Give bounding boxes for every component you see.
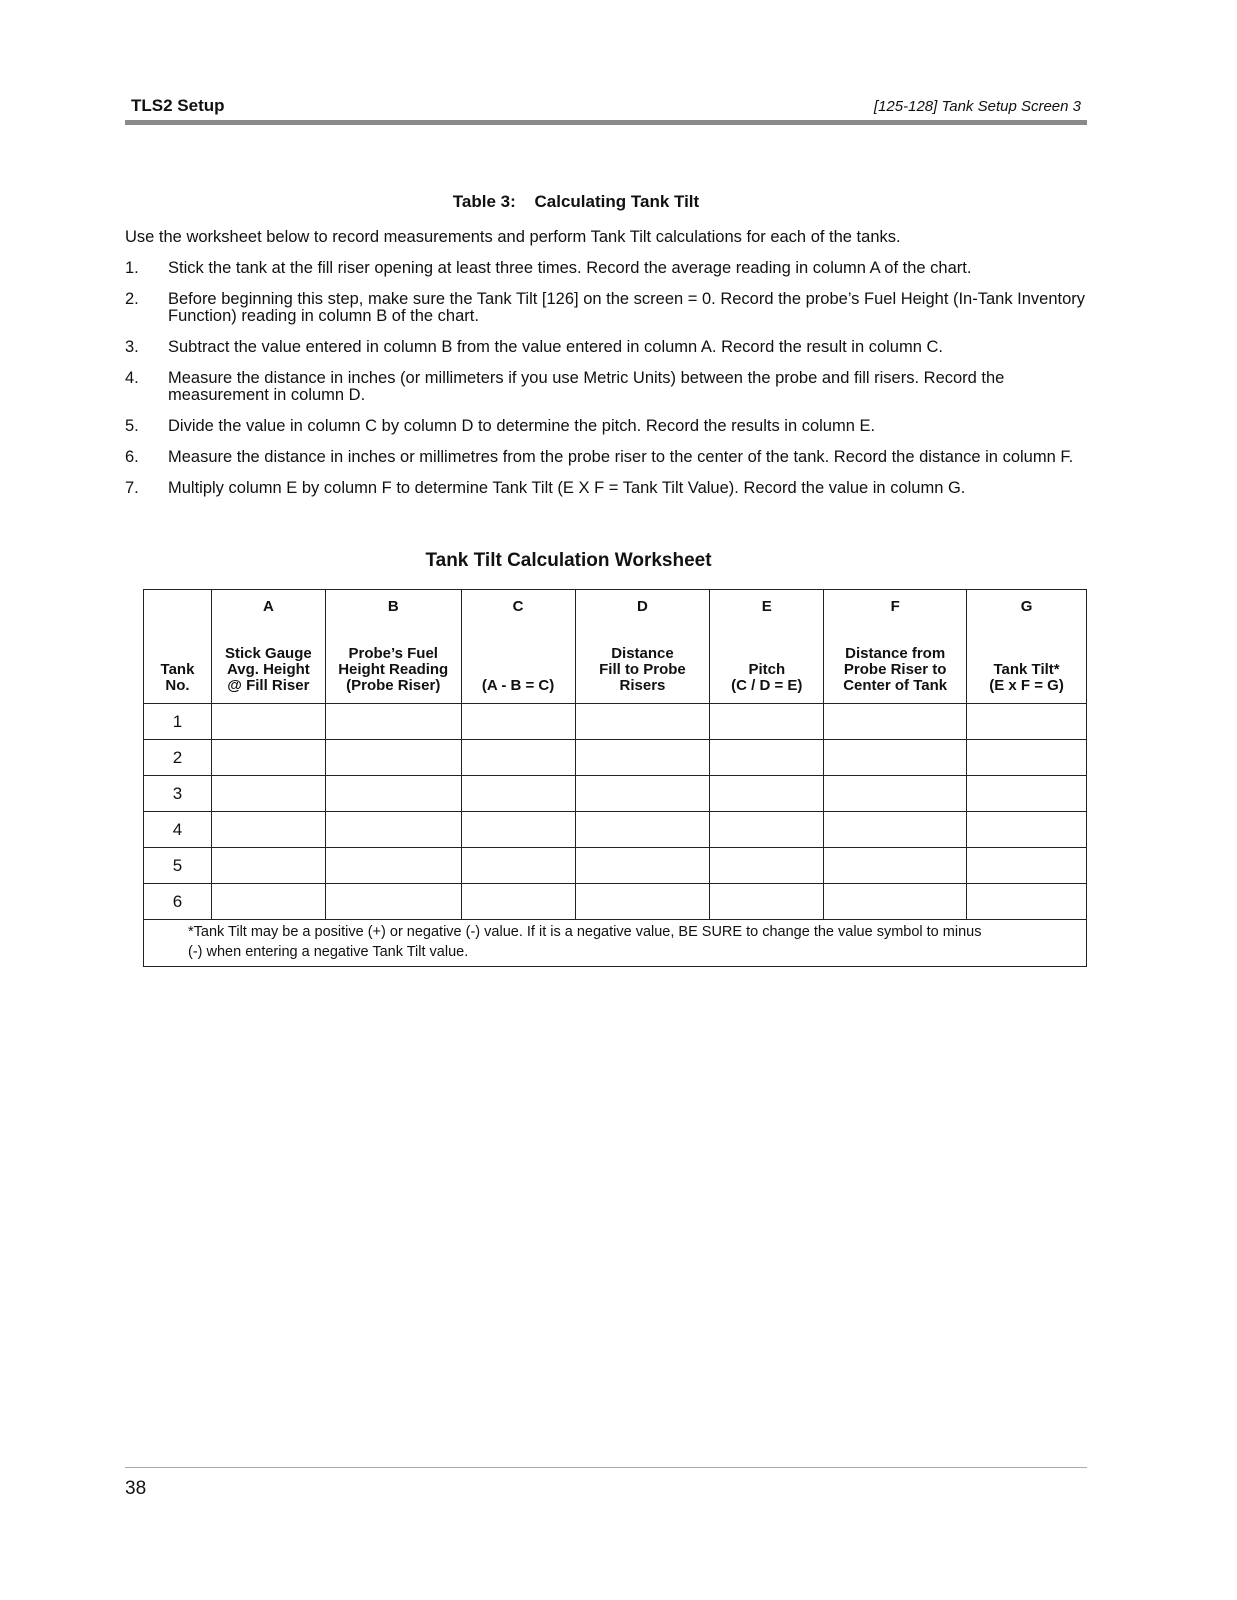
column-header-line: Probe Riser to: [843, 661, 947, 678]
step-number: 2.: [125, 290, 139, 308]
column-header-line: Risers: [619, 677, 666, 694]
column-header-line: Stick Gauge: [225, 645, 312, 662]
table-row: [144, 740, 1087, 776]
step-number: 3.: [125, 338, 139, 356]
step-item: [125, 418, 1087, 435]
column-header-line: Pitch: [748, 661, 786, 678]
footnote-line: (-) when entering a negative Tank Tilt value.: [188, 944, 469, 960]
entry-cell[interactable]: [575, 776, 710, 812]
table-row: [144, 848, 1087, 884]
header-rule: [125, 120, 1087, 125]
column-letter: F: [890, 598, 900, 615]
column-header-f: [824, 590, 967, 704]
step-text: Measure the distance in inches or millimetres from the probe riser to the center of the tank. Record the distance in column F.: [168, 448, 1074, 466]
step-number: 4.: [125, 369, 139, 387]
table-row: [144, 812, 1087, 848]
step-item: [125, 370, 1087, 404]
step-text: Multiply column E by column F to determine Tank Tilt (E X F = Tank Tilt Value). Record the value in column G.: [168, 479, 966, 497]
entry-cell[interactable]: [461, 740, 575, 776]
column-header-c: [461, 590, 575, 704]
footer-rule: [125, 1467, 1087, 1468]
column-header-line: (C / D = E): [731, 677, 803, 694]
column-header-a: [211, 590, 325, 704]
entry-cell[interactable]: [461, 848, 575, 884]
step-number: 1.: [125, 259, 139, 277]
entry-cell[interactable]: [710, 704, 824, 740]
table-row: [144, 884, 1087, 920]
page-number: 38: [125, 1478, 147, 1499]
entry-cell[interactable]: [325, 704, 461, 740]
step-text: Subtract the value entered in column B from the value entered in column A. Record the result in column C.: [168, 338, 943, 356]
column-header-e: [710, 590, 824, 704]
column-header-line: (A - B = C): [481, 677, 555, 694]
column-letter: G: [1020, 598, 1033, 615]
table-caption-title: Calculating Tank Tilt: [534, 192, 700, 211]
entry-cell[interactable]: [325, 884, 461, 920]
tank-number-cell: 6: [144, 884, 212, 920]
entry-cell[interactable]: [211, 704, 325, 740]
header-screen-ref: [125-128] Tank Setup Screen 3: [873, 98, 1081, 115]
entry-cell[interactable]: [575, 740, 710, 776]
entry-cell[interactable]: [325, 812, 461, 848]
entry-cell[interactable]: [575, 704, 710, 740]
column-header-line: Avg. Height: [226, 661, 310, 678]
entry-cell[interactable]: [710, 884, 824, 920]
entry-cell[interactable]: [325, 848, 461, 884]
column-header-g: [967, 590, 1087, 704]
footnote-line: *Tank Tilt may be a positive (+) or negative (-) value. If it is a negative value, BE SURE to change the value symbol to minus: [188, 924, 982, 940]
entry-cell[interactable]: [824, 704, 967, 740]
step-item: [125, 449, 1087, 466]
entry-cell[interactable]: [967, 812, 1087, 848]
entry-cell[interactable]: [967, 704, 1087, 740]
table-row: [144, 776, 1087, 812]
entry-cell[interactable]: [211, 848, 325, 884]
entry-cell[interactable]: [824, 812, 967, 848]
tank-number-cell: 5: [144, 848, 212, 884]
entry-cell[interactable]: [211, 884, 325, 920]
footnote-cell: [144, 920, 1087, 967]
entry-cell[interactable]: [461, 884, 575, 920]
column-header-line: (Probe Riser): [346, 677, 441, 694]
column-header-line: @ Fill Riser: [227, 677, 310, 694]
worksheet-header-row: [144, 590, 1087, 704]
entry-cell[interactable]: [710, 848, 824, 884]
column-header-line: Distance from: [845, 645, 946, 662]
entry-cell[interactable]: [211, 812, 325, 848]
tank-number-cell: 4: [144, 812, 212, 848]
step-number: 7.: [125, 479, 139, 497]
column-letter: C: [512, 598, 524, 615]
entry-cell[interactable]: [824, 884, 967, 920]
entry-cell[interactable]: [710, 776, 824, 812]
entry-cell[interactable]: [967, 740, 1087, 776]
step-text: Stick the tank at the fill riser opening at least three times. Record the average reading in column A of the chart.: [168, 259, 972, 277]
step-text: Measure the distance in inches (or millimeters if you use Metric Units) between the probe and fill risers. Record the measurement in column D.: [168, 369, 1005, 404]
step-item: [125, 480, 1087, 497]
entry-cell[interactable]: [967, 848, 1087, 884]
entry-cell[interactable]: [824, 848, 967, 884]
column-header-b: [325, 590, 461, 704]
table-caption-number: Table 3:: [452, 192, 516, 211]
step-item: [125, 291, 1087, 325]
step-text: Divide the value in column C by column D to determine the pitch. Record the results in column E.: [168, 417, 876, 435]
column-header-line: Tank Tilt*: [993, 661, 1060, 678]
entry-cell[interactable]: [967, 776, 1087, 812]
table-row: [144, 704, 1087, 740]
tank-number-cell: 2: [144, 740, 212, 776]
column-letter: A: [262, 598, 274, 615]
intro-paragraph: Use the worksheet below to record measurements and perform Tank Tilt calculations for each of the tanks.: [125, 228, 901, 246]
step-item: [125, 260, 1087, 277]
entry-cell[interactable]: [211, 776, 325, 812]
step-text: Before beginning this step, make sure the Tank Tilt [126] on the screen = 0. Record the probe’s Fuel Height (In-Tank Inventory Function) reading in column B of the chart.: [168, 290, 1086, 325]
step-number: 6.: [125, 448, 139, 466]
table-caption: [0, 192, 1152, 212]
tank-number-cell: 3: [144, 776, 212, 812]
column-header-d: [575, 590, 710, 704]
entry-cell[interactable]: [710, 740, 824, 776]
step-number: 5.: [125, 417, 139, 435]
entry-cell[interactable]: [211, 740, 325, 776]
entry-cell[interactable]: [824, 740, 967, 776]
worksheet-title: Tank Tilt Calculation Worksheet: [425, 550, 712, 571]
column-header-line: Fill to Probe: [599, 661, 686, 678]
entry-cell[interactable]: [824, 776, 967, 812]
column-letter: E: [761, 598, 772, 615]
entry-cell[interactable]: [325, 740, 461, 776]
header-section-title: TLS2 Setup: [131, 96, 225, 115]
entry-cell[interactable]: [461, 776, 575, 812]
page-header: [125, 96, 1087, 120]
worksheet-table: [143, 589, 1087, 967]
step-item: [125, 339, 1087, 356]
column-header-line: No.: [165, 677, 190, 694]
entry-cell[interactable]: [967, 884, 1087, 920]
tank-number-cell: 1: [144, 704, 212, 740]
entry-cell[interactable]: [325, 776, 461, 812]
entry-cell[interactable]: [461, 812, 575, 848]
column-header-line: Probe’s Fuel: [348, 645, 438, 662]
steps-list: [125, 260, 1087, 511]
footnote-row: [144, 920, 1087, 967]
entry-cell[interactable]: [575, 848, 710, 884]
column-header-line: Tank: [160, 661, 195, 678]
entry-cell[interactable]: [461, 704, 575, 740]
column-letter: B: [387, 598, 399, 615]
column-header-line: Distance: [611, 645, 674, 662]
column-header-line: Height Reading: [338, 661, 449, 678]
column-letter: D: [637, 598, 648, 615]
entry-cell[interactable]: [710, 812, 824, 848]
column-header-line: (E x F = G): [989, 677, 1064, 694]
entry-cell[interactable]: [575, 812, 710, 848]
entry-cell[interactable]: [575, 884, 710, 920]
column-header-tank-no: [144, 590, 212, 704]
column-header-line: Center of Tank: [843, 677, 948, 694]
